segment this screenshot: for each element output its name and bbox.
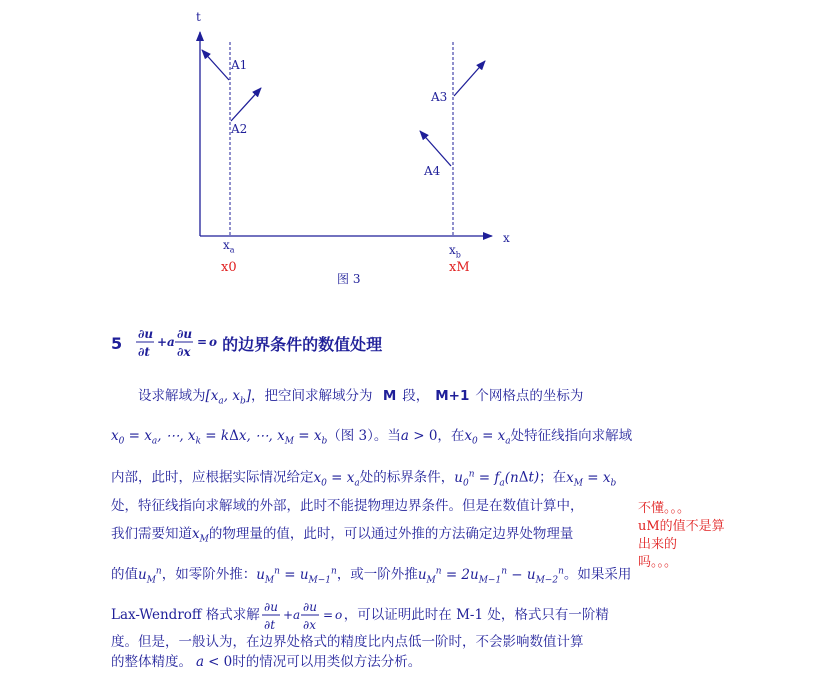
pde-equation (134, 325, 220, 361)
svg-text:∂x: ∂x (177, 345, 191, 359)
svg-text:∂u: ∂u (177, 327, 193, 341)
svg-text:∂x: ∂x (302, 618, 316, 632)
svg-text:∂u: ∂u (263, 600, 278, 614)
t-axis-label: t (196, 10, 201, 24)
svg-text:+: + (282, 608, 293, 622)
svg-text:∂u: ∂u (302, 600, 317, 614)
label-a3: A3 (431, 90, 448, 104)
section-heading (111, 325, 382, 361)
note-line-3: 出来的 (638, 537, 678, 552)
section-title: 的边界条件的数值处理 (222, 334, 383, 354)
svg-text:∂t: ∂t (263, 618, 275, 632)
svg-text:∂t: ∂t (138, 345, 151, 359)
label-a2: A2 (231, 122, 248, 136)
para-line-4: 处，特征线指向求解域的外部，此时不能提物理边界条件。但是在数值计算中， (111, 498, 584, 514)
note-line-1: 不懂。。。 (638, 501, 691, 516)
svg-text:o: o (334, 608, 343, 622)
para-line-7: Lax-Wendroff 格式求解 ∂u ∂t + a ∂u ∂x = o ，可以证明此时在 M-1 处，格式只有一阶精 (111, 600, 609, 632)
para-line-6: 的值$u_M^n$，如零阶外推：$u_M^n = u_{M-1}^n$，或一阶外推$u_M^n = 2u_{M-1}^n - u_{M-2}^n$。如果采用 (111, 566, 632, 586)
label-a4: A4 (424, 164, 441, 178)
section-number: 5 (111, 333, 123, 353)
arrow-a1 (202, 50, 229, 80)
para-line-5: 我们需要知道$x_M$的物理量的值，此时，可以通过外推的方法确定边界处物理量 (111, 526, 574, 545)
red-label-x0: x0 (221, 260, 237, 275)
note-line-2: uM的值不是算 (638, 519, 725, 534)
label-a1: A1 (231, 58, 248, 72)
para-line-9: 的整体精度。 a < 0时的情况可以用类似方法分析。 (111, 654, 422, 670)
red-label-xm: xM (449, 260, 470, 275)
figure-caption: 图 3 (337, 272, 361, 286)
svg-text:=: = (197, 335, 208, 349)
para-line-3: 内部，此时，应根据实际情况给定$x_0 = x_a$处的标界条件，$u_0^n = f_a(n\Delta t)$；在$x_M = x_b$ (111, 469, 617, 489)
para-line-2: $x_0 = x_a$, ⋯, $x_k = k\Delta x$, ⋯, $x_M = x_b$（图 3）。当a > 0，在$x_0 = x_a$处特征线指向求解域 (111, 428, 633, 447)
arrow-a2 (231, 88, 261, 121)
tick-xa: $x_a$ (223, 238, 235, 255)
arrow-a3 (454, 61, 485, 96)
svg-text:=: = (322, 608, 333, 622)
svg-text:o: o (209, 335, 218, 349)
x-axis-label: x (503, 231, 510, 245)
inline-pde-equation (260, 599, 344, 633)
note-line-4: 吗。。。 (638, 555, 678, 570)
svg-text:a: a (167, 335, 175, 349)
margin-note (638, 500, 725, 572)
arrow-a4 (420, 131, 451, 166)
svg-text:a: a (292, 608, 300, 622)
svg-text:∂u: ∂u (138, 327, 154, 341)
para-line-8: 度。但是，一般认为，在边界处格式的精度比内点低一阶时，不会影响数值计算 (111, 634, 584, 650)
para-line-1: 设求解域为[$x_a$, $x_b$]，把空间求解域分为 M 段， M+1 个网格点的坐标为 (138, 388, 584, 407)
svg-text:+: + (157, 335, 168, 349)
characteristics-figure (0, 0, 819, 300)
tick-xb: $x_b$ (449, 243, 461, 260)
